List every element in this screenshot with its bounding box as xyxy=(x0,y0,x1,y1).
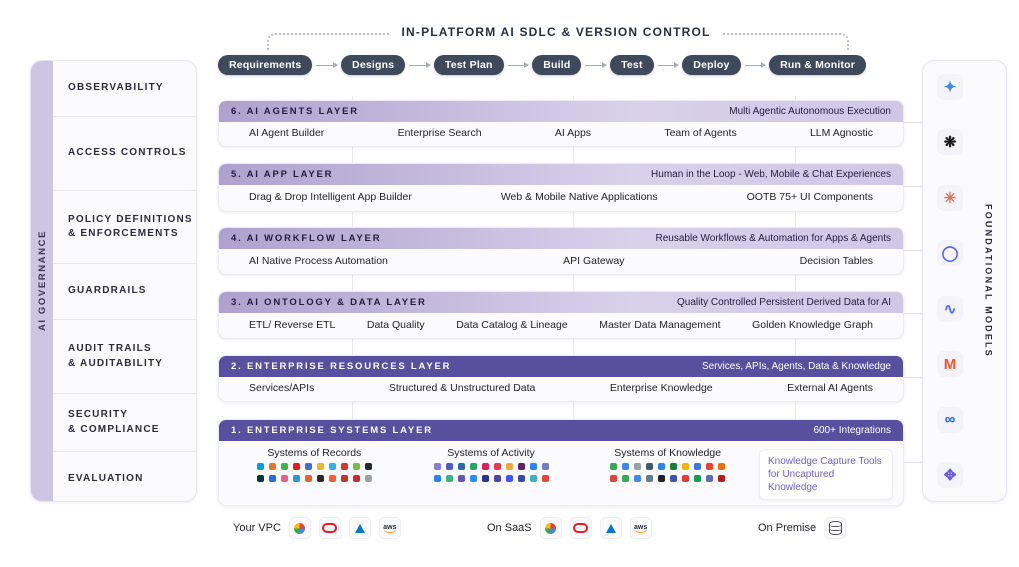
governance-item-policy-definitions-enforcements: POLICY DEFINITIONS & ENFORCEMENTS xyxy=(53,191,196,264)
integration-logo-icon xyxy=(518,463,525,470)
layer-item-api-gateway: API Gateway xyxy=(563,254,625,267)
layer-card-enterprise-systems xyxy=(218,419,904,506)
layer-item-ai-native-process-automation: AI Native Process Automation xyxy=(249,254,388,267)
integration-logo-row xyxy=(434,475,549,482)
layer-item-data-quality: Data Quality xyxy=(366,318,425,331)
integration-logo-icon xyxy=(434,475,441,482)
layer-tagline: 600+ Integrations xyxy=(813,425,891,436)
integration-logo-icon xyxy=(718,475,725,482)
integration-logo-icon xyxy=(470,475,477,482)
deployment-label: On Premise xyxy=(758,522,817,534)
database-glyph xyxy=(829,521,842,535)
azure-glyph xyxy=(606,524,616,533)
aws-glyph: aws xyxy=(383,523,397,531)
integration-logo-icon xyxy=(482,463,489,470)
deployment-label: Your VPC xyxy=(233,522,281,534)
flow-arrow-icon xyxy=(409,65,430,66)
layer-header xyxy=(219,292,903,313)
layer-items xyxy=(219,122,903,144)
governance-item-evaluation: EVALUATION xyxy=(68,473,144,485)
layer-title: 4. AI WORKFLOW LAYER xyxy=(231,233,382,244)
integration-logo-icon xyxy=(305,463,312,470)
integration-logo-icon xyxy=(670,463,677,470)
integration-logo-icon xyxy=(706,463,713,470)
integration-logo-icon xyxy=(317,463,324,470)
layer-item-master-data-management: Master Data Management xyxy=(599,318,721,331)
integration-logo-icon xyxy=(281,475,288,482)
layer-tagline: Human in the Loop - Web, Mobile & Chat Experiences xyxy=(651,169,891,180)
layer-item-enterprise-knowledge: Enterprise Knowledge xyxy=(609,382,713,394)
integration-logo-icon xyxy=(458,475,465,482)
integration-logo-icon xyxy=(506,475,513,482)
google-cloud-glyph xyxy=(545,523,556,534)
integration-logo-icon xyxy=(622,463,629,470)
integration-logo-icon xyxy=(458,463,465,470)
layer-item-web-mobile-native-applications: Web & Mobile Native Applications xyxy=(500,191,658,203)
integration-logo-icon xyxy=(610,463,617,470)
integration-logo-icon xyxy=(446,475,453,482)
deployment-your-vpc xyxy=(233,517,401,539)
layer-title: 5. AI APP LAYER xyxy=(231,169,334,180)
layer-card-5-ai-app-layer xyxy=(218,163,904,212)
integration-logo-row xyxy=(610,475,725,482)
sdlc-step-test-plan: Test Plan xyxy=(434,55,504,75)
ai-governance-label: AI GOVERNANCE xyxy=(36,230,48,332)
layer-tagline: Services, APIs, Agents, Data & Knowledge xyxy=(702,361,891,372)
oracle-cloud-icon xyxy=(319,517,341,539)
ai-governance-items xyxy=(53,61,196,501)
foundational-models-label-wrap xyxy=(971,61,1006,501)
flow-arrow-icon xyxy=(316,65,337,66)
integration-logo-icon xyxy=(622,475,629,482)
governance-item-observability: OBSERVABILITY xyxy=(53,61,196,117)
systems-group-title: Systems of Records xyxy=(267,447,362,459)
sdlc-pipeline xyxy=(218,55,866,75)
knowledge-capture-note: Knowledge Capture Tools for Uncaptured Knowledge xyxy=(759,449,893,500)
integration-logo-icon xyxy=(305,475,312,482)
layer-header xyxy=(219,164,903,185)
sdlc-step-deploy: Deploy xyxy=(682,55,740,75)
integration-logo-icon xyxy=(341,475,348,482)
layer-tagline: Multi Agentic Autonomous Execution xyxy=(729,106,891,117)
layer-items xyxy=(219,185,903,209)
systems-group-title: Systems of Activity xyxy=(447,447,535,459)
integration-logo-icon xyxy=(341,463,348,470)
integration-logo-row xyxy=(434,463,549,470)
integration-logo-icon xyxy=(434,463,441,470)
integration-logo-icon xyxy=(293,475,300,482)
layer-item-etl-reverse-etl: ETL/ Reverse ETL xyxy=(249,318,336,331)
layer-header xyxy=(219,420,903,441)
aws-glyph: aws xyxy=(634,523,648,531)
layer-items xyxy=(219,249,903,272)
ring-model-icon: ◯ xyxy=(937,240,963,266)
integration-logo-icon xyxy=(353,463,360,470)
governance-item-security-compliance: SECURITY & COMPLIANCE xyxy=(53,394,196,452)
deepseek-model-icon: ∿ xyxy=(937,296,963,322)
layer-item-ootb-75-ui-components: OOTB 75+ UI Components xyxy=(746,191,873,203)
integration-logo-icon xyxy=(329,475,336,482)
integration-logo-icon xyxy=(718,463,725,470)
integration-logo-icon xyxy=(470,463,477,470)
integration-logo-icon xyxy=(281,463,288,470)
layer-item-decision-tables: Decision Tables xyxy=(799,254,873,267)
integration-logo-icon xyxy=(365,463,372,470)
panel-connector-line xyxy=(902,186,922,187)
governance-item-access-controls: ACCESS CONTROLS xyxy=(53,117,196,191)
integration-logo-row xyxy=(610,463,725,470)
systems-group-systems-of-knowledge xyxy=(582,447,753,487)
sdlc-step-test: Test xyxy=(610,55,654,75)
layer-item-data-catalog-lineage: Data Catalog & Lineage xyxy=(456,318,568,331)
layer-title: 6. AI AGENTS LAYER xyxy=(231,106,359,117)
deployment-on-saas xyxy=(487,517,652,539)
integration-logo-icon xyxy=(506,463,513,470)
oracle-cloud-icon xyxy=(570,517,592,539)
panel-connector-line xyxy=(902,313,922,314)
layer-tagline: Reusable Workflows & Automation for Apps & Agents xyxy=(655,233,891,244)
panel-connector-line xyxy=(902,462,922,463)
meta-model-icon: ∞ xyxy=(937,407,963,433)
layer-item-drag-drop-intelligent-app-builder: Drag & Drop Intelligent App Builder xyxy=(249,191,412,203)
sdlc-step-requirements: Requirements xyxy=(218,55,312,75)
layer-items xyxy=(219,377,903,399)
integration-logo-row xyxy=(257,463,372,470)
claude-model-icon: ✳ xyxy=(937,185,963,211)
integration-logo-icon xyxy=(646,475,653,482)
integration-logo-icon xyxy=(530,475,537,482)
openai-model-icon: ❋ xyxy=(937,129,963,155)
oracle-cloud-glyph xyxy=(573,523,588,533)
layer-header xyxy=(219,101,903,122)
integration-logo-icon xyxy=(646,463,653,470)
systems-group-systems-of-activity xyxy=(406,447,577,487)
layer-card-2-enterprise-resources-layer xyxy=(218,355,904,402)
aws-icon xyxy=(379,517,401,539)
integration-logo-icon xyxy=(446,463,453,470)
flow-arrow-icon xyxy=(745,65,766,66)
flow-arrow-icon xyxy=(658,65,679,66)
layer-title: 1. ENTERPRISE SYSTEMS LAYER xyxy=(231,425,433,436)
diagram-title: IN-PLATFORM AI SDLC & VERSION CONTROL xyxy=(389,25,722,39)
integration-logo-icon xyxy=(694,463,701,470)
integration-logo-icon xyxy=(670,475,677,482)
google-cloud-glyph xyxy=(294,523,305,534)
layer-header xyxy=(219,228,903,249)
foundational-models-label: FOUNDATIONAL MODELS xyxy=(983,204,994,358)
governance-item-audit-trails-auditability: AUDIT TRAILS & AUDITABILITY xyxy=(53,320,196,394)
database-icon xyxy=(824,517,846,539)
integration-logo-icon xyxy=(365,475,372,482)
qwen-model-icon: ✥ xyxy=(937,462,963,488)
azure-glyph xyxy=(355,524,365,533)
integration-logo-icon xyxy=(494,463,501,470)
layer-item-ai-apps: AI Apps xyxy=(554,127,592,139)
ai-governance-strip xyxy=(31,61,53,501)
gemini-model-icon: ✦ xyxy=(937,74,963,100)
systems-group-systems-of-records xyxy=(229,447,400,487)
integration-logo-icon xyxy=(682,475,689,482)
integration-logo-icon xyxy=(634,463,641,470)
mistral-model-icon: M xyxy=(937,351,963,377)
integration-logo-icon xyxy=(482,475,489,482)
layer-item-services-apis: Services/APIs xyxy=(249,382,315,394)
integration-logo-icon xyxy=(658,475,665,482)
flow-arrow-icon xyxy=(508,65,529,66)
layer-item-golden-knowledge-graph: Golden Knowledge Graph xyxy=(752,318,873,331)
layer-item-ai-agent-builder: AI Agent Builder xyxy=(249,127,325,139)
ai-governance-panel xyxy=(30,60,197,502)
integration-logo-icon xyxy=(257,463,264,470)
integration-logo-icon xyxy=(542,463,549,470)
integration-logo-icon xyxy=(518,475,525,482)
integration-logo-row xyxy=(257,475,372,482)
panel-connector-line xyxy=(902,377,922,378)
integration-logo-icon xyxy=(610,475,617,482)
layer-card-3-ai-ontology-data-layer xyxy=(218,291,904,339)
foundational-models-icons xyxy=(923,61,971,501)
layer-item-team-of-agents: Team of Agents xyxy=(664,127,737,139)
integration-logo-icon xyxy=(269,463,276,470)
layer-item-llm-agnostic: LLM Agnostic xyxy=(809,127,873,139)
panel-connector-line xyxy=(902,250,922,251)
integration-logo-icon xyxy=(293,463,300,470)
aws-icon xyxy=(630,517,652,539)
integration-logo-icon xyxy=(694,475,701,482)
azure-icon xyxy=(600,517,622,539)
layer-title: 3. AI ONTOLOGY & DATA LAYER xyxy=(231,297,427,308)
sdlc-step-designs: Designs xyxy=(341,55,405,75)
integration-logo-icon xyxy=(494,475,501,482)
google-cloud-icon xyxy=(540,517,562,539)
layer-header xyxy=(219,356,903,377)
integration-logo-icon xyxy=(542,475,549,482)
layer-item-structured-unstructured-data: Structured & Unstructured Data xyxy=(388,382,536,394)
foundational-models-panel xyxy=(922,60,1007,502)
integration-logo-icon xyxy=(257,475,264,482)
integration-logo-icon xyxy=(317,475,324,482)
systems-group-title: Systems of Knowledge xyxy=(614,447,722,459)
layer-title: 2. ENTERPRISE RESOURCES LAYER xyxy=(231,361,452,372)
integration-logo-icon xyxy=(329,463,336,470)
governance-item-guardrails: GUARDRAILS xyxy=(53,264,196,320)
layer-item-enterprise-search: Enterprise Search xyxy=(397,127,482,139)
oracle-cloud-glyph xyxy=(322,523,337,533)
sdlc-step-build: Build xyxy=(532,55,581,75)
layer-item-external-ai-agents: External AI Agents xyxy=(787,382,873,394)
integration-logo-icon xyxy=(269,475,276,482)
sdlc-step-run-monitor: Run & Monitor xyxy=(769,55,866,75)
integration-logo-icon xyxy=(658,463,665,470)
panel-connector-line xyxy=(902,122,922,123)
layer-tagline: Quality Controlled Persistent Derived Data for AI xyxy=(677,297,891,308)
layer-card-6-ai-agents-layer xyxy=(218,100,904,147)
systems-groups xyxy=(219,441,903,504)
google-cloud-icon xyxy=(289,517,311,539)
layer-card-4-ai-workflow-layer xyxy=(218,227,904,275)
integration-logo-icon xyxy=(530,463,537,470)
layer-items xyxy=(219,313,903,336)
deployment-on-premise xyxy=(758,517,846,539)
azure-icon xyxy=(349,517,371,539)
integration-logo-icon xyxy=(682,463,689,470)
integration-logo-icon xyxy=(353,475,360,482)
integration-logo-icon xyxy=(706,475,713,482)
flow-arrow-icon xyxy=(585,65,606,66)
integration-logo-icon xyxy=(634,475,641,482)
deployment-label: On SaaS xyxy=(487,522,532,534)
